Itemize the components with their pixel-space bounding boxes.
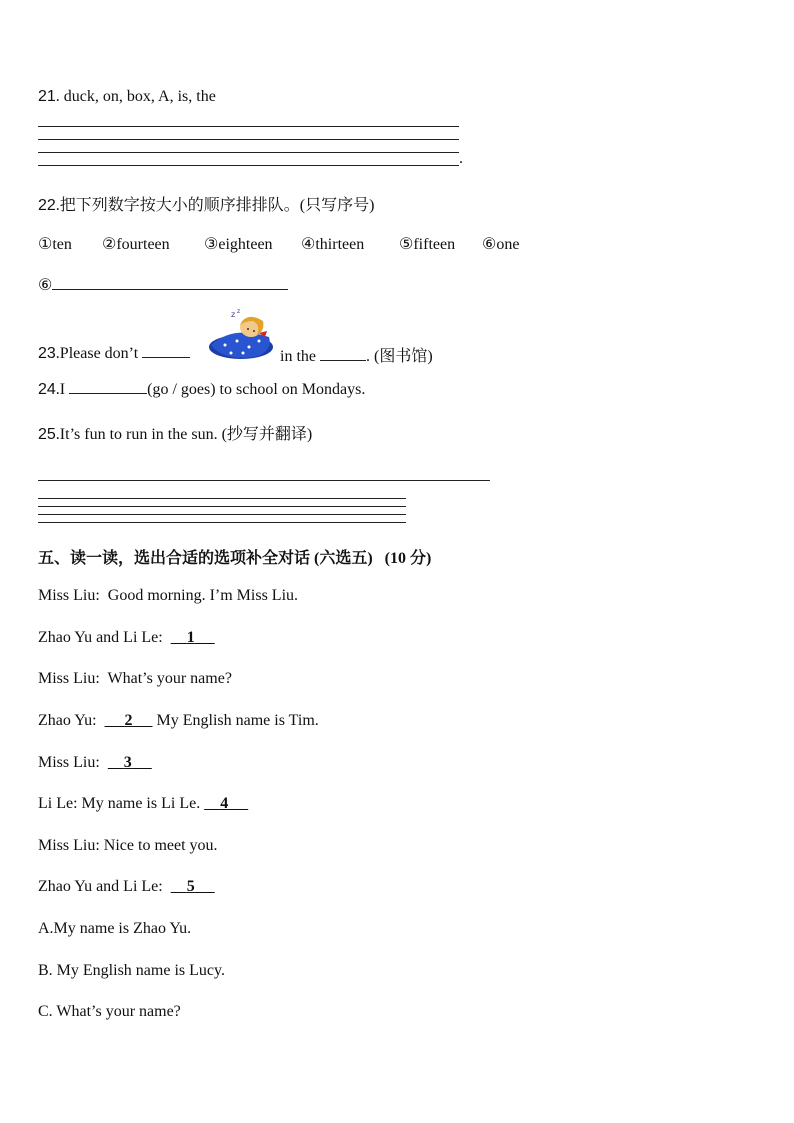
answer-blank[interactable] bbox=[320, 346, 366, 361]
question-text: in the bbox=[280, 348, 320, 365]
option-6 bbox=[482, 234, 519, 254]
svg-text:z: z bbox=[237, 308, 241, 315]
answer-line[interactable] bbox=[38, 165, 459, 166]
dialogue-text: My name is Li Le. bbox=[81, 795, 205, 812]
dialogue-text: Good morning. I’m Miss Liu. bbox=[107, 587, 299, 604]
speaker: Li Le: bbox=[38, 795, 78, 812]
dialogue-line bbox=[38, 670, 232, 688]
answer-line[interactable] bbox=[38, 498, 406, 499]
option-4 bbox=[301, 234, 364, 254]
question-23-rest bbox=[280, 343, 433, 366]
option-1 bbox=[38, 234, 72, 254]
option-word: ten bbox=[52, 236, 72, 253]
dialogue-text: My English name is Tim. bbox=[152, 712, 319, 729]
speaker: Zhao Yu: bbox=[38, 712, 97, 729]
answer-line[interactable] bbox=[38, 480, 490, 481]
question-23 bbox=[38, 343, 190, 363]
question-text: (go / goes) to school on Mondays. bbox=[147, 381, 366, 398]
answer-line[interactable] bbox=[38, 522, 406, 523]
answer-line[interactable] bbox=[38, 506, 406, 507]
dialogue-line bbox=[38, 837, 218, 855]
option-marker: ④ bbox=[301, 236, 316, 253]
question-text: .Please don’t bbox=[55, 345, 143, 362]
choice-a: A.My name is Zhao Yu. bbox=[38, 920, 192, 937]
option-word: fourteen bbox=[116, 236, 170, 253]
option-marker: ① bbox=[38, 236, 53, 253]
question-number: 23 bbox=[38, 345, 56, 362]
sleeping-girl-image bbox=[203, 307, 275, 361]
answer-line[interactable] bbox=[38, 139, 459, 140]
option-marker: ② bbox=[102, 236, 117, 253]
option-marker: ⑤ bbox=[399, 236, 414, 253]
option-5 bbox=[399, 234, 455, 254]
answer-row bbox=[38, 275, 288, 295]
answer-blank[interactable] bbox=[142, 343, 190, 358]
option-word: eighteen bbox=[218, 236, 273, 253]
answer-marker: ⑥ bbox=[38, 277, 53, 294]
option-word: thirteen bbox=[315, 236, 365, 253]
question-22 bbox=[38, 192, 374, 215]
question-text: .It’s fun to run in the sun. (抄写并翻译) bbox=[55, 426, 313, 443]
question-25 bbox=[38, 421, 312, 444]
answer-blank[interactable] bbox=[52, 275, 288, 290]
question-hint: . (图书馆) bbox=[366, 348, 433, 365]
answer-blank[interactable] bbox=[69, 379, 147, 394]
dialogue-line bbox=[38, 878, 215, 896]
dialogue-line bbox=[38, 712, 319, 730]
blank-number: 1 bbox=[186, 629, 195, 646]
svg-text:z: z bbox=[231, 310, 236, 319]
blank-4[interactable] bbox=[204, 795, 248, 812]
speaker: Zhao Yu and Li Le: bbox=[38, 629, 163, 646]
dialogue-text: Nice to meet you. bbox=[103, 837, 218, 854]
option-marker: ⑥ bbox=[482, 236, 497, 253]
option-word: fifteen bbox=[413, 236, 456, 253]
number-options bbox=[38, 234, 558, 254]
blank-5[interactable] bbox=[171, 878, 215, 895]
speaker: Miss Liu: bbox=[38, 837, 100, 854]
blank-number: 2 bbox=[124, 712, 133, 729]
option-2 bbox=[102, 234, 170, 254]
blank-number: 3 bbox=[123, 754, 132, 771]
choice-c: C. What’s your name? bbox=[38, 1003, 181, 1020]
dialogue-line bbox=[38, 629, 215, 647]
question-number: 21 bbox=[38, 88, 56, 105]
answer-line[interactable] bbox=[38, 514, 406, 515]
option-marker: ③ bbox=[204, 236, 219, 253]
speaker: Miss Liu: bbox=[38, 587, 100, 604]
section-heading bbox=[38, 545, 431, 568]
section-title: 五、读一读，选出合适的选项补全对话 (六选五) bbox=[38, 550, 373, 567]
question-24 bbox=[38, 379, 365, 399]
dialogue-line bbox=[38, 754, 152, 772]
blank-2[interactable] bbox=[105, 712, 153, 729]
dialogue-line bbox=[38, 587, 298, 605]
blank-3[interactable] bbox=[108, 754, 152, 771]
option-word: one bbox=[496, 236, 520, 253]
question-number: 24 bbox=[38, 381, 56, 398]
blank-number: 5 bbox=[186, 878, 195, 895]
question-number: 25 bbox=[38, 426, 56, 443]
option-3 bbox=[204, 234, 273, 254]
answer-line[interactable] bbox=[38, 152, 459, 153]
speaker: Miss Liu: bbox=[38, 754, 100, 771]
speaker: Zhao Yu and Li Le: bbox=[38, 878, 163, 895]
blank-1[interactable] bbox=[171, 629, 215, 646]
dialogue-text: What’s your name? bbox=[107, 670, 232, 687]
blank-number: 4 bbox=[220, 795, 229, 812]
question-text: .I bbox=[55, 381, 70, 398]
section-score: (10 分) bbox=[384, 550, 432, 567]
dialogue-line bbox=[38, 795, 248, 813]
question-21 bbox=[38, 88, 216, 106]
question-number: 22 bbox=[38, 197, 56, 214]
question-text: . duck, on, box, A, is, the bbox=[55, 88, 216, 105]
speaker: Miss Liu: bbox=[38, 670, 100, 687]
end-period: . bbox=[459, 150, 463, 167]
answer-line[interactable] bbox=[38, 126, 459, 127]
choice-b: B. My English name is Lucy. bbox=[38, 962, 225, 979]
question-prompt: .把下列数字按大小的顺序排排队。(只写序号) bbox=[55, 197, 375, 214]
